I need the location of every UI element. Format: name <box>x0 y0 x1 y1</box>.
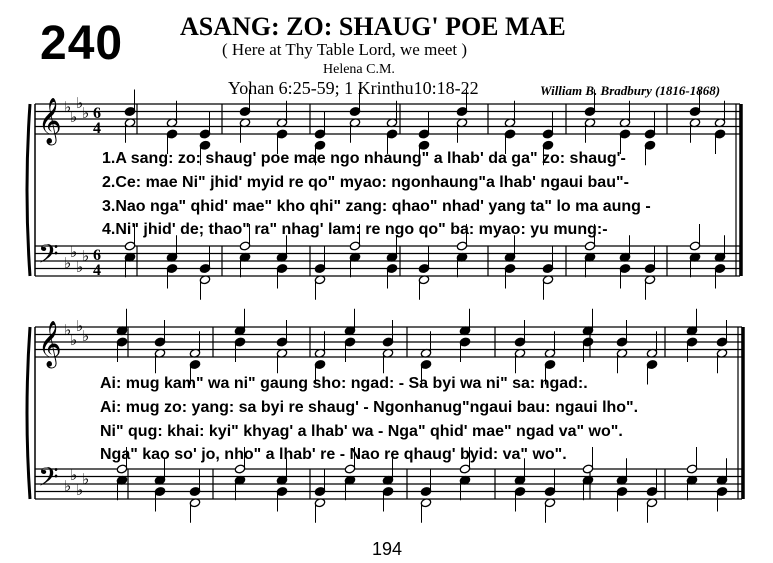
system-bracket <box>27 104 30 276</box>
flat-sign: ♭ <box>70 243 78 261</box>
lyric-line-4: 4.Ni" jhid' de; thao" ra" nhag' lam: re ngo qo" ba: myao: yu mung:- <box>102 221 608 238</box>
time-signature-top: 6 <box>93 105 101 122</box>
flat-sign: ♭ <box>70 331 78 349</box>
flat-sign: ♭ <box>82 247 90 265</box>
treble-clef: 𝄞 <box>38 98 62 144</box>
lyric-line-1: 1.A sang: zo: shaug' poe mae ngo nhaung" a lhab' da ga" zo: shaug'- <box>102 150 626 167</box>
flat-sign: ♭ <box>70 108 78 126</box>
hymn-title: ASANG: ZO: SHAUG' POE MAE <box>180 12 566 41</box>
time-signature-bottom: 4 <box>93 120 101 137</box>
hymn-number: 240 <box>40 17 124 70</box>
treble-clef: 𝄞 <box>38 321 62 367</box>
lyric-line-6: Ai: mug zo: yang: sa byi re shaug' - Ngonhanug"ngaui bau: ngaui lho". <box>100 399 639 416</box>
flat-sign: ♭ <box>76 481 84 499</box>
flat-sign: ♭ <box>64 254 72 272</box>
bass-clef: 𝄢 <box>38 238 59 276</box>
flat-sign: ♭ <box>82 470 90 488</box>
flat-sign: ♭ <box>64 477 72 495</box>
flat-sign: ♭ <box>82 327 90 345</box>
time-signature-bottom: 4 <box>93 262 101 279</box>
lyric-line-5: Ai: mug kam" wa ni" gaung sho: ngad: - Sa byi wa ni" sa: ngad:. <box>100 375 588 392</box>
bass-clef: 𝄢 <box>38 461 59 499</box>
clefs <box>38 94 89 499</box>
time-signature-top: 6 <box>93 247 101 264</box>
flat-sign: ♭ <box>76 94 84 112</box>
flat-sign: ♭ <box>82 104 90 122</box>
flat-sign: ♭ <box>64 98 72 116</box>
lyric-line-7: Ni" qug: khai: kyi" khyag' a lhab' wa - Nga" qhid' mae" ngad va" wo". <box>100 423 623 440</box>
lyric-line-2: 2.Ce: mae Ni" jhid' myid re qo" myao: ngonhaung"a lhab' ngaui bau"- <box>102 174 629 191</box>
system-bracket <box>27 327 30 499</box>
lyric-line-3: 3.Nao nga" qhid' mae" kho qhi" zang: qhao" nhad' yang ta" lo ma aung - <box>102 198 651 215</box>
lyric-line-8: Nga" kao so' jo, nho" a lhab' re - Nao re qhaug' byid: va" wo". <box>100 446 567 463</box>
flat-sign: ♭ <box>64 321 72 339</box>
score-labels <box>93 105 101 279</box>
hymn-subtitle: ( Here at Thy Table Lord, we meet ) <box>222 40 468 59</box>
composer: William B. Bradbury (1816-1868) <box>540 83 721 98</box>
flat-sign: ♭ <box>76 258 84 276</box>
page-number: 194 <box>372 539 403 559</box>
scripture-reference: Yohan 6:25-59; 1 Krinthu10:18-22 <box>228 78 479 98</box>
flat-sign: ♭ <box>76 317 84 335</box>
tune-name: Helena C.M. <box>323 62 395 77</box>
flat-sign: ♭ <box>70 466 78 484</box>
